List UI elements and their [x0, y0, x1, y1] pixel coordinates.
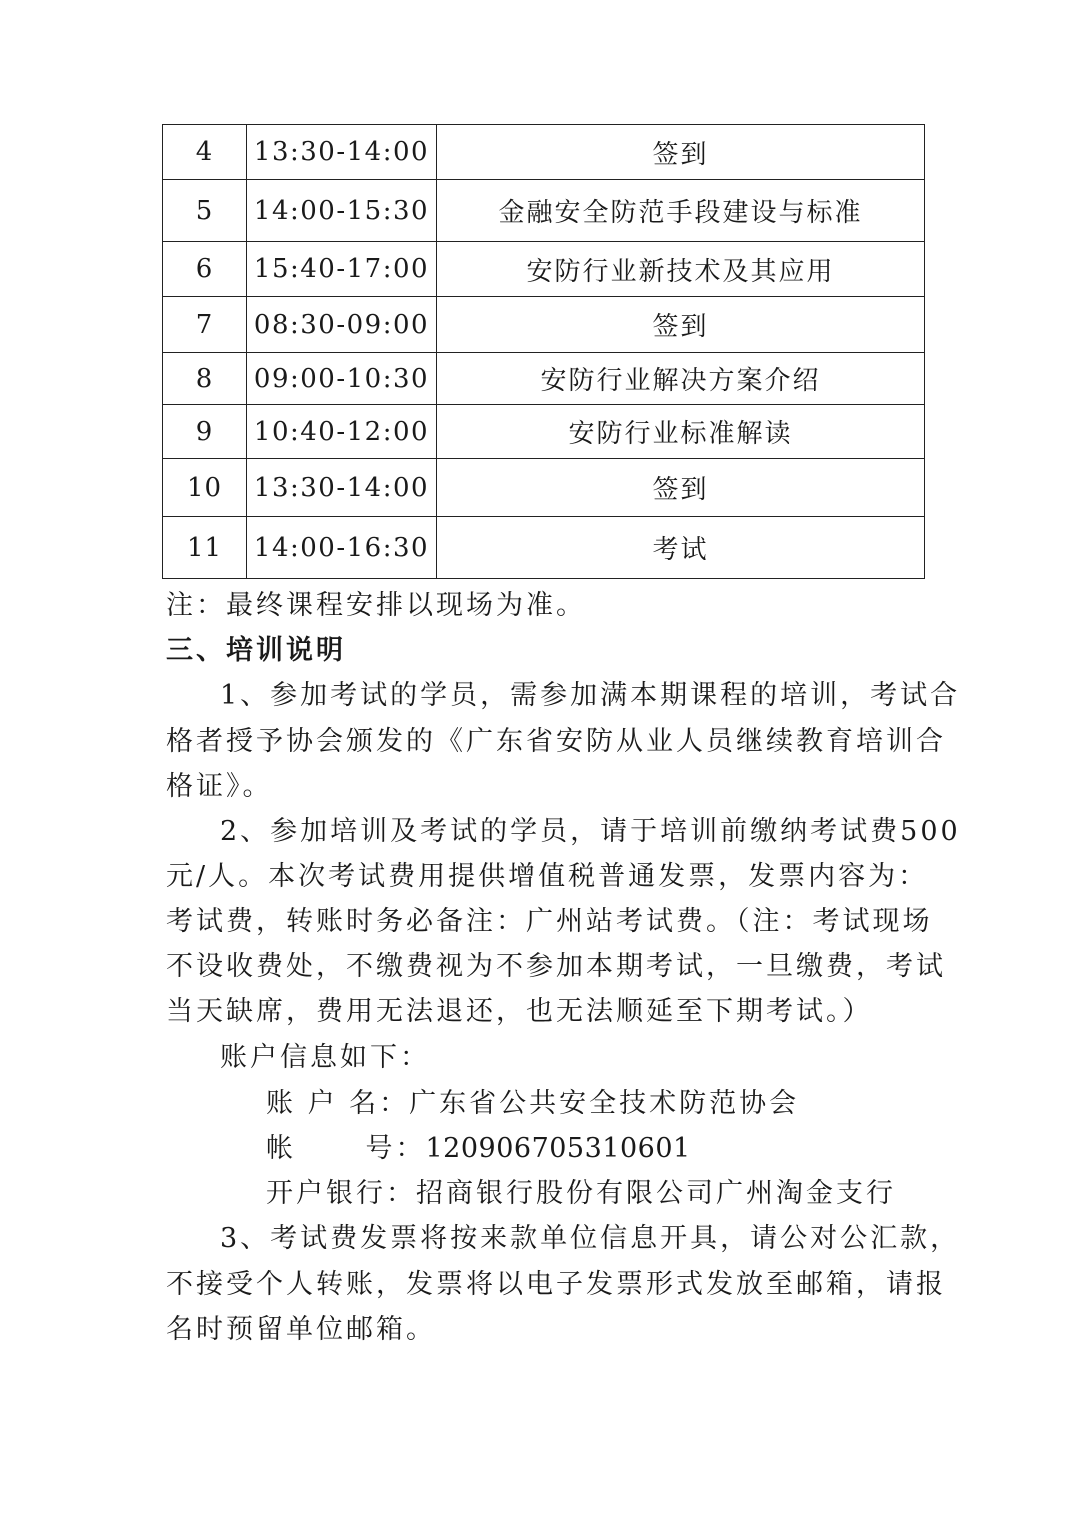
- table-row: [163, 297, 925, 353]
- schedule-table-body: [163, 125, 925, 579]
- row-topic: 安防行业解决方案介绍: [437, 353, 925, 405]
- row-time: 08:30-09:00: [247, 297, 437, 353]
- account-intro: 账户信息如下：: [220, 1042, 430, 1073]
- row-topic: 考试: [437, 517, 925, 579]
- account-number-label: 帐 号：: [266, 1133, 426, 1164]
- account-name-value: 广东省公共安全技术防范协会: [409, 1088, 800, 1119]
- row-time: 13:30-14:00: [247, 459, 437, 517]
- account-name-row: [266, 1090, 799, 1117]
- row-number: 7: [163, 297, 247, 353]
- row-topic: 签到: [437, 297, 925, 353]
- item3-line1: 3、考试费发票将按来款单位信息开具，请公对公汇款，: [220, 1223, 961, 1254]
- item2-line5: 当天缺席，费用无法退还，也无法顺延至下期考试。）: [166, 996, 873, 1027]
- account-number-value: 120906705310601: [425, 1133, 691, 1164]
- schedule-note: 注：最终课程安排以现场为准。: [166, 590, 586, 621]
- row-topic: 签到: [437, 459, 925, 517]
- row-topic: 安防行业新技术及其应用: [437, 242, 925, 297]
- row-topic: 安防行业标准解读: [437, 405, 925, 459]
- schedule-table: [162, 124, 925, 579]
- item2-line1: 2、参加培训及考试的学员，请于培训前缴纳考试费500: [220, 816, 961, 847]
- section-title: 三、培训说明: [166, 635, 346, 666]
- item1-line2: 格者授予协会颁发的《广东省安防从业人员继续教育培训合: [166, 726, 946, 757]
- row-time: 13:30-14:00: [247, 125, 437, 180]
- row-number: 4: [163, 125, 247, 180]
- table-row: [163, 242, 925, 297]
- account-bank-value: 招商银行股份有限公司广州淘金支行: [416, 1178, 896, 1209]
- row-number: 6: [163, 242, 247, 297]
- row-time: 10:40-12:00: [247, 405, 437, 459]
- row-number: 11: [163, 517, 247, 579]
- row-time: 14:00-16:30: [247, 517, 437, 579]
- table-row: [163, 405, 925, 459]
- item2-line3: 考试费，转账时务必备注：广州站考试费。（注：考试现场: [166, 906, 933, 937]
- row-time: 14:00-15:30: [247, 180, 437, 242]
- account-number-row: [266, 1135, 691, 1162]
- item3-line2: 不接受个人转账，发票将以电子发票形式发放至邮箱，请报: [166, 1269, 946, 1300]
- table-row: [163, 353, 925, 405]
- account-bank-label: 开户银行：: [266, 1178, 416, 1209]
- account-bank-row: [266, 1180, 896, 1207]
- row-time: 15:40-17:00: [247, 242, 437, 297]
- table-row: [163, 459, 925, 517]
- account-name-label: 账 户 名：: [266, 1088, 410, 1119]
- item1-line3: 格证》。: [166, 771, 273, 802]
- item3-line3: 名时预留单位邮箱。: [166, 1314, 436, 1345]
- item2-line2: 元/人。本次考试费用提供增值税普通发票，发票内容为：: [166, 861, 929, 892]
- row-topic: 金融安全防范手段建设与标准: [437, 180, 925, 242]
- table-row: [163, 180, 925, 242]
- row-number: 5: [163, 180, 247, 242]
- row-number: 8: [163, 353, 247, 405]
- item1-line1: 1、参加考试的学员，需参加满本期课程的培训，考试合: [220, 680, 961, 711]
- table-row: [163, 125, 925, 180]
- row-number: 9: [163, 405, 247, 459]
- row-number: 10: [163, 459, 247, 517]
- row-topic: 签到: [437, 125, 925, 180]
- table-row: [163, 517, 925, 579]
- row-time: 09:00-10:30: [247, 353, 437, 405]
- item2-line4: 不设收费处，不缴费视为不参加本期考试，一旦缴费，考试: [166, 951, 946, 982]
